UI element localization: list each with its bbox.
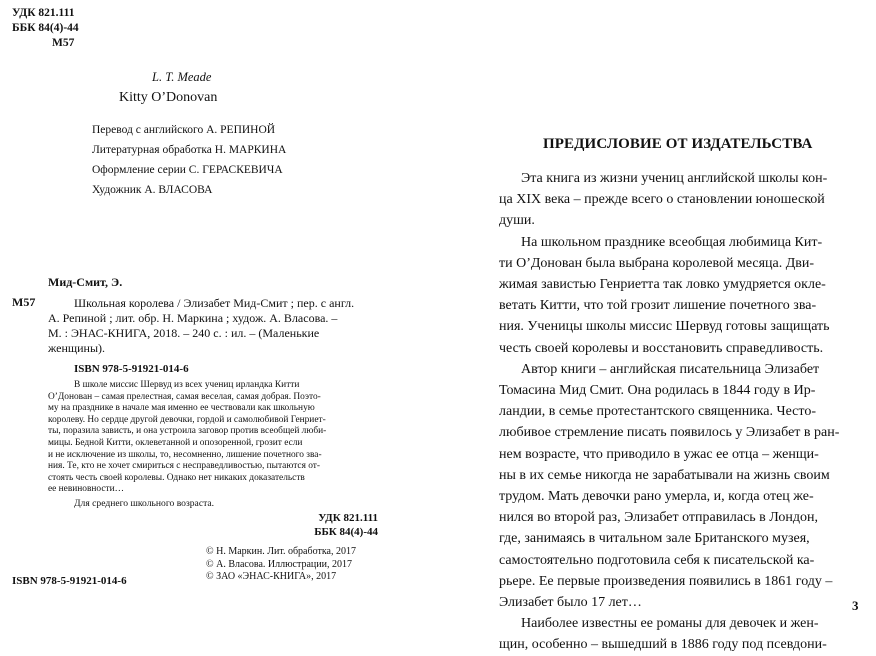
bbk-code: ББК 84(4)-44 [12, 22, 79, 34]
text-line: нился во второй раз, Элизабет отправилась в Лондон, [499, 510, 819, 526]
udk-code: УДК 821.111 [318, 512, 378, 524]
catalog-line: М. : ЭНАС-КНИГА, 2018. – 240 с. : ил. – (Маленькие [48, 326, 320, 340]
isbn-top: ISBN 978-5-91921-014-6 [74, 363, 189, 375]
page-number: 3 [852, 598, 859, 613]
annotation-line: королеву. Но сердце другой девочки, гордой и самолюбивой Генриет- [48, 414, 326, 425]
author-sign: М57 [52, 37, 75, 49]
catalog-code: М57 [12, 295, 36, 309]
catalog-line: Школьная королева / Элизабет Мид-Смит ; пер. с англ. [74, 296, 355, 310]
copyright-line: © А. Власова. Иллюстрации, 2017 [206, 558, 352, 570]
annotation-line: стоять честь своей королевы. Однако нет никаких доказательств [48, 472, 305, 483]
annotation [48, 380, 378, 496]
original-title: Kitty O’Donovan [119, 90, 218, 105]
text-line: любивое стремление писать появилось у Элизабет в ран- [499, 425, 840, 441]
annotation-line: и не исключение из школы, то, несомненно, лишение почетного зва- [48, 449, 322, 460]
credits-block [92, 120, 286, 200]
credit-series-design: Оформление серии С. ГЕРАСКЕВИЧА [92, 164, 283, 176]
text-line: рьере. Ее первые произведения появились в 1861 году – [499, 573, 833, 589]
text-line: жимая завистью Генриетта так ловко умудряется окле- [499, 277, 826, 293]
text-line: ца XIX века – прежде всего о становлении юношеской [499, 192, 825, 208]
copyright-line: © Н. Маркин. Лит. обработка, 2017 [206, 546, 356, 557]
isbn-bottom: ISBN 978-5-91921-014-6 [12, 575, 127, 587]
annotation-line: ты, поразила зависть, и она устроила заговор против всеобщей люби- [48, 426, 327, 437]
text-line: ландии, в семье протестантского священника. Често- [499, 404, 816, 420]
annotation-line: О’Донован – самая прелестная, самая веселая, самая добрая. Поэто- [48, 391, 321, 402]
catalog-description [48, 296, 378, 356]
text-line: самостоятельно подготовила себя к писательской ка- [499, 552, 815, 568]
text-line: души. [499, 213, 535, 229]
age-note: Для среднего школьного возраста. [74, 498, 215, 509]
catalog-author: Мид-Смит, Э. [48, 275, 123, 289]
text-line: Эта книга из жизни учениц английской школы кон- [521, 171, 828, 186]
text-line: честь своей королевы и восстановить справедливость. [499, 340, 824, 356]
annotation-line: В школе миссис Шервуд из всех учениц ирландка Китти [74, 380, 300, 390]
text-line: Наиболее известны ее романы для девочек и жен- [521, 616, 819, 632]
bbk-code: ББК 84(4)-44 [314, 526, 378, 538]
credit-editor: Литературная обработка Н. МАРКИНА [92, 144, 287, 156]
text-line: где, занимаясь в читальном зале Британского музея, [499, 531, 810, 547]
text-line: нем возрасте, что приводило в ужас ее отца – женщи- [499, 446, 819, 462]
text-line: На школьном празднике всеобщая любимица Кит- [521, 234, 823, 250]
text-line: щин, особенно – вышедший в 1886 году под псевдони- [499, 637, 827, 653]
text-line: ны в их семье никогда не зарабатывали на жизнь своим [499, 467, 830, 483]
annotation-line: ее невиновности… [48, 484, 125, 495]
udk-block-top [12, 6, 79, 51]
text-line: ти О’Донован была выбрана королевой месяца. Дви- [499, 255, 815, 271]
preface-text [499, 168, 863, 656]
udk-block-bottom [280, 511, 378, 539]
credit-illustrator: Художник А. ВЛАСОВА [92, 184, 213, 196]
catalog-line: женщины). [48, 341, 106, 355]
text-line: Элизабет было 17 лет… [499, 595, 642, 611]
text-line: ния. Ученицы школы миссис Шервуд готовы защищать [499, 319, 830, 335]
text-line: ветать Китти, что той грозит лишение почетного зва- [499, 298, 817, 314]
catalog-line: А. Репиной ; лит. обр. Н. Маркина ; худож. А. Власова. – [48, 311, 338, 325]
credit-translator: Перевод с английского А. РЕПИНОЙ [92, 124, 276, 136]
copyright-block [206, 546, 356, 584]
copyright-line: © ЗАО «ЭНАС-КНИГА», 2017 [206, 571, 337, 582]
annotation-line: ния. Те, кто не хочет смириться с несправедливостью, пытаются от- [48, 461, 321, 472]
annotation-line: му на празднике в начале мая именно ее чествовали как школьную [48, 403, 315, 414]
text-line: Автор книги – английская писательница Элизабет [521, 361, 820, 377]
page-heading: ПРЕДИСЛОВИЕ ОТ ИЗДАТЕЛЬСТВА [543, 136, 813, 152]
udk-code: УДК 821.111 [12, 7, 75, 19]
annotation-line: мицы. Бедной Китти, оклеветанной и опозоренной, грозит если [48, 437, 303, 448]
text-line: трудом. Мать девочки рано умерла, и, когда отец же- [499, 489, 814, 505]
original-author: L. T. Meade [152, 70, 212, 84]
text-line: Томасина Мид Смит. Она родилась в 1844 году в Ир- [499, 383, 816, 399]
